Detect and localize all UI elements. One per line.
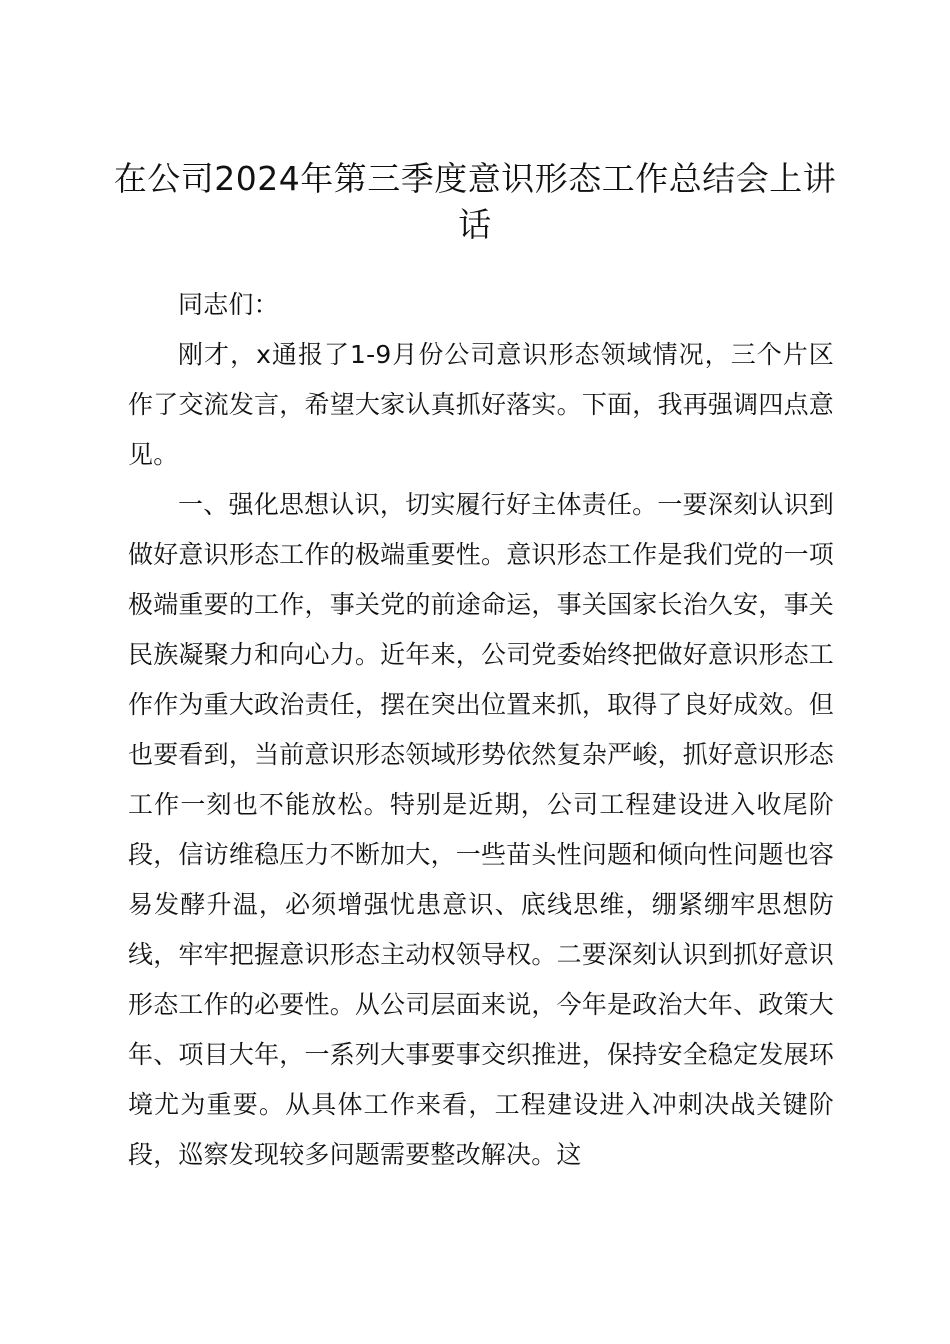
- document-body: [128, 280, 834, 1180]
- intro-paragraph: 刚才，x通报了1-9月份公司意识形态领域情况，三个片区作了交流发言，希望大家认真抓好落实。下面，我再强调四点意见。: [128, 340, 834, 469]
- salutation-paragraph: 同志们：: [178, 290, 279, 319]
- section-one-paragraph: 一、强化思想认识，切实履行好主体责任。一要深刻认识到做好意识形态工作的极端重要性。意识形态工作是我们党的一项极端重要的工作，事关党的前途命运，事关国家长治久安，事关民族凝聚力和向心力。近年来，公司党委始终把做好意识形态工作作为重大政治责任，摆在突出位置来抓，取得了良好成效。但也要看到，当前意识形态领域形势依然复杂严峻，抓好意识形态工作一刻也不能放松。特别是近期，公司工程建设进入收尾阶段，信访维稳压力不断加大，一些苗头性问题和倾向性问题也容易发酵升温，必须增强忧患意识、底线思维，绷紧绷牢思想防线，牢牢把握意识形态主动权领导权。二要深刻认识到抓好意识形态工作的必要性。从公司层面来说，今年是政治大年、政策大年、项目大年，一系列大事要事交织推进，保持安全稳定发展环境尤为重要。从具体工作来看，工程建设进入冲刺决战关键阶段，巡察发现较多问题需要整改解决。这: [128, 490, 834, 1169]
- document-title: 在公司2024年第三季度意识形态工作总结会上讲话: [113, 159, 837, 244]
